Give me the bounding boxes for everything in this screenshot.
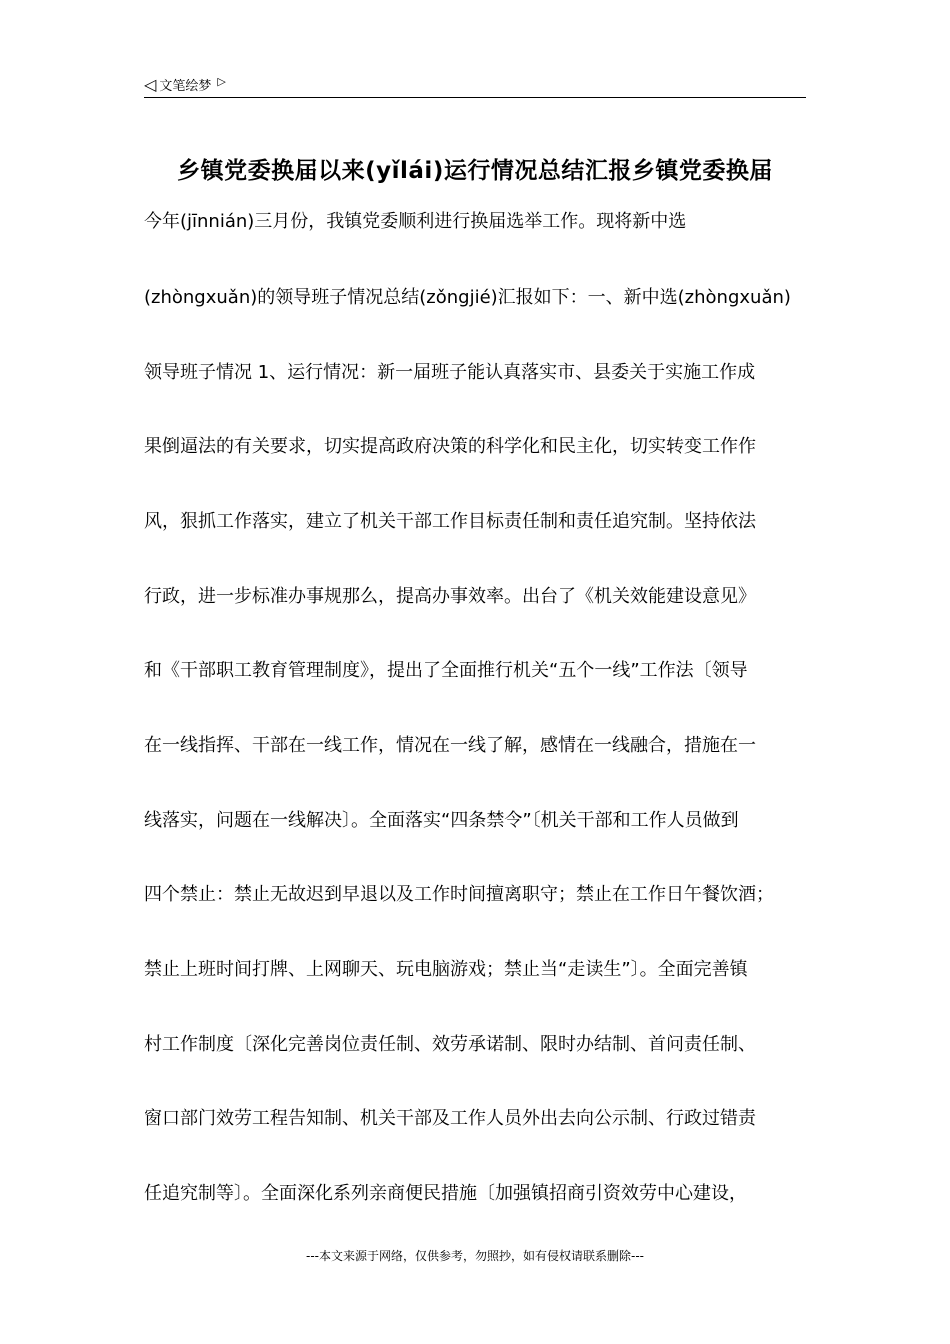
body-line: 和《干部职工教育管理制度》，提出了全面推行机关“五个一线”工作法〔领导 <box>144 660 748 681</box>
header-rule <box>144 97 806 98</box>
document-title: 乡镇党委换届以来(yǐlái)运行情况总结汇报乡镇党委换届 <box>177 158 773 184</box>
header-text: 文笔绘梦 <box>159 78 212 94</box>
right-triangle-icon: ▷ <box>217 74 226 88</box>
body-line: 窗口部门效劳工程告知制、机关干部及工作人员外出去向公示制、行政过错责 <box>144 1108 756 1129</box>
body-line: 在一线指挥、干部在一线工作，情况在一线了解，感情在一线融合，措施在一 <box>144 735 756 756</box>
body-line: 线落实，问题在一线解决〕。全面落实“四条禁令”〔机关干部和工作人员做到 <box>144 810 739 831</box>
body-line: 果倒逼法的有关要求，切实提高政府决策的科学化和民主化，切实转变工作作 <box>144 436 756 457</box>
body-line: 风，狠抓工作落实，建立了机关干部工作目标责任制和责任追究制。坚持依法 <box>144 511 756 532</box>
body-line: 任追究制等〕。全面深化系列亲商便民措施〔加强镇招商引资效劳中心建设， <box>144 1183 747 1204</box>
body-line: 四个禁止：禁止无故迟到早退以及工作时间擅离职守；禁止在工作日午餐饮酒； <box>144 884 774 905</box>
body-line: 村工作制度〔深化完善岗位责任制、效劳承诺制、限时办结制、首问责任制、 <box>144 1034 756 1055</box>
body-line: 行政，进一步标准办事规那么，提高办事效率。出台了《机关效能建设意见》 <box>144 586 756 607</box>
body-line: 今年(jīnnián)三月份，我镇党委顺利进行换届选举工作。现将新中选 <box>144 211 687 232</box>
body-line: 领导班子情况 1、运行情况：新一届班子能认真落实市、县委关于实施工作成 <box>144 362 756 383</box>
body-line: 禁止上班时间打牌、上网聊天、玩电脑游戏；禁止当“走读生”〕。全面完善镇 <box>144 959 748 980</box>
left-triangle-icon: ◁ <box>144 74 157 94</box>
footer-disclaimer: ---本文来源于网络，仅供参考，勿照抄，如有侵权请联系删除--- <box>306 1249 644 1263</box>
running-header <box>144 72 806 96</box>
body-line: (zhòngxuǎn)的领导班子情况总结(zǒngjié)汇报如下：一、新中选(zhòngxuǎn) <box>144 287 791 308</box>
